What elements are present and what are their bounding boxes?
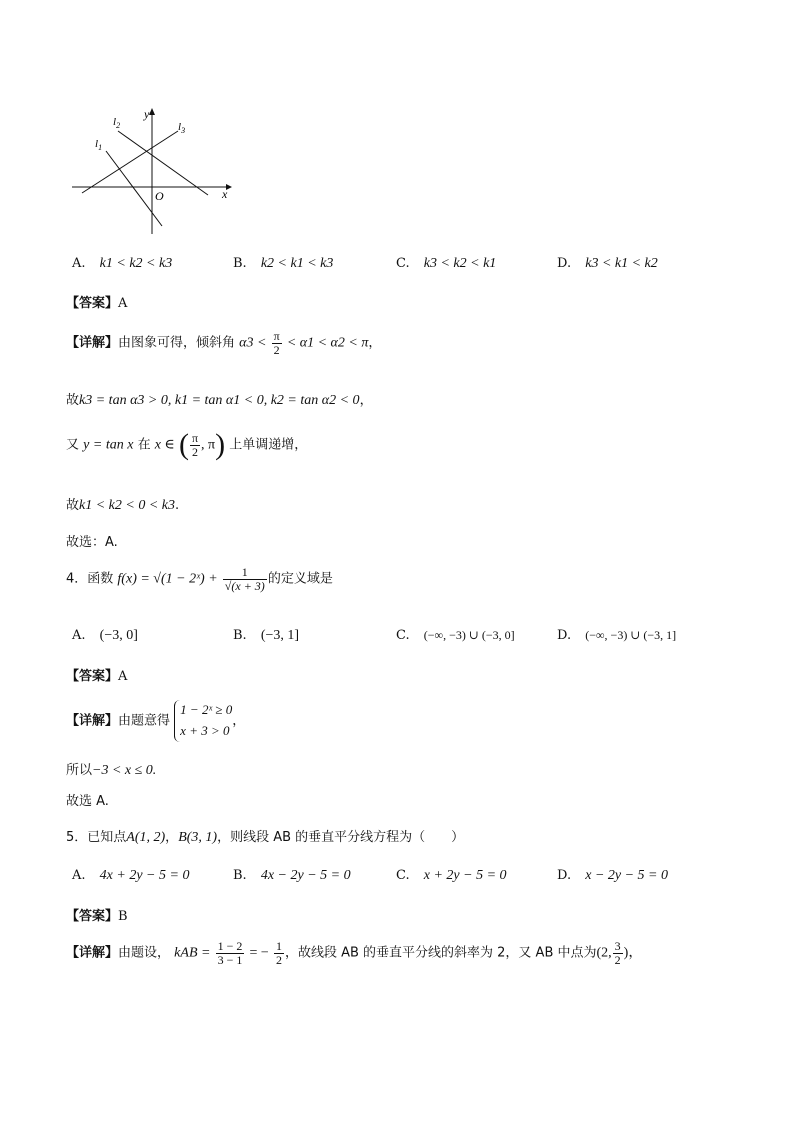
- q3-option-a[interactable]: [72, 256, 172, 272]
- slope-kab: kAB =: [174, 945, 211, 961]
- math-inline: α3 <: [239, 335, 267, 351]
- q5-option-b[interactable]: B. 4x − 2y − 5 = 0: [233, 868, 351, 883]
- option-letter: B.: [233, 256, 247, 271]
- q4-detail-line-2: 所以−3 < x ≤ 0.: [66, 763, 157, 778]
- option-text: (−∞, −3) ∪ (−3, 1]: [585, 628, 677, 642]
- fraction-pi-over-2: $\frac{\pi}{2}$: [191, 430, 198, 459]
- q3-option-b[interactable]: [233, 256, 333, 272]
- point-a: A(1, 2): [126, 830, 166, 845]
- fraction: $\frac{1}{√(x + 3)}$: [224, 565, 265, 593]
- y-axis-arrow: [149, 108, 155, 115]
- math-inline: x ∈: [154, 437, 175, 453]
- fraction: $\frac{3}{2}$: [614, 939, 621, 967]
- math-inline: k1 < k2 < 0 < k3: [79, 498, 175, 513]
- option-text: (−3, 1]: [260, 628, 300, 643]
- q3-choose-line: 故选：A.: [66, 535, 118, 550]
- option-text: k3 < k1 < k2: [585, 256, 658, 271]
- q5-answer-line: 【答案】B: [66, 909, 128, 924]
- option-text: (−∞, −3) ∪ (−3, 0]: [423, 628, 515, 642]
- fraction: $\frac{1}{2}$: [275, 939, 282, 967]
- q4-option-b[interactable]: B. (−3, 1]: [233, 628, 300, 643]
- q4-answer-line: 【答案】A: [66, 669, 128, 684]
- option-letter: A.: [72, 256, 86, 271]
- l3-label: $l_3$: [178, 121, 186, 135]
- option-text: x + 2y − 5 = 0: [423, 868, 507, 883]
- q3-option-d[interactable]: [557, 256, 658, 272]
- q4-option-a[interactable]: A. (−3, 0]: [72, 628, 138, 643]
- option-text: k1 < k2 < k3: [99, 256, 173, 271]
- q4-detail-line-1: 【详解】由题意得 1 − 2ˣ ≥ 0 x + 3 > 0 ，: [66, 700, 245, 742]
- fraction-pi-over-2: $\frac{\pi}{2}$: [273, 329, 280, 357]
- option-letter: D.: [557, 256, 572, 271]
- fraction: $\frac{1 - 2}{3 - 1}$: [217, 939, 243, 967]
- x-label: x: [222, 187, 228, 201]
- option-text: x − 2y − 5 = 0: [585, 868, 669, 883]
- q5-stem: 5．已知点A(1, 2)，B(3, 1)，则线段 AB 的垂直平分线方程为（ ）: [66, 830, 465, 845]
- option-text: k3 < k2 < k1: [423, 256, 497, 271]
- answer-label: 【答案】: [66, 296, 119, 311]
- answer-value: A: [118, 296, 128, 311]
- detail-text: 由图象可得，倾斜角: [118, 335, 236, 351]
- detail-label: 【详解】: [66, 335, 119, 351]
- q5-option-d[interactable]: D. x − 2y − 5 = 0: [557, 868, 669, 883]
- inequality-system: 1 − 2ˣ ≥ 0 x + 3 > 0: [174, 700, 232, 742]
- origin-label: O: [155, 189, 164, 203]
- q5-detail-line-1: 【详解】由题设， kAB = $\frac{1 - 2}{3 - 1}$ = − $\frac{1}{2}$ ，故线段 AB 的垂直平分线的斜率为 2，又 AB 中点为(2, $\frac{3}{2}$ )，: [66, 939, 643, 967]
- line-l1: [106, 151, 162, 226]
- point-b: B(3, 1): [178, 830, 218, 845]
- q3-detail-line-3: 又 y = tan x 在 x ∈ ( $\frac{\pi}{2}$ , π) 上单调递增，: [66, 428, 308, 461]
- lines-figure: [68, 103, 238, 238]
- math-inline: f(x) = √(1 − 2ˣ) +: [117, 571, 218, 587]
- q3-option-c[interactable]: [396, 256, 496, 272]
- q5-option-c[interactable]: C. x + 2y − 5 = 0: [396, 868, 507, 883]
- option-text: (−3, 0]: [99, 628, 138, 643]
- math-inline: < α1 < α2 < π: [286, 335, 369, 351]
- option-text: 4x + 2y − 5 = 0: [99, 868, 190, 883]
- q5-option-a[interactable]: A. 4x + 2y − 5 = 0: [72, 868, 190, 883]
- q4-option-d[interactable]: D. (−∞, −3) ∪ (−3, 1]: [557, 628, 677, 643]
- math-inline: y = tan x: [83, 437, 134, 453]
- l2-label: $l_2$: [113, 116, 121, 130]
- option-text: k2 < k1 < k3: [260, 256, 334, 271]
- option-letter: C.: [396, 256, 410, 271]
- q3-detail-line-2: 故k3 = tan α3 > 0, k1 = tan α1 < 0, k2 = tan α2 < 0，: [66, 393, 373, 408]
- l1-label: $l_1$: [95, 138, 103, 152]
- y-label: y: [144, 107, 150, 121]
- q3-detail-line-1: 【详解】由图象可得，倾斜角 α3 < $\frac{\pi}{2}$ < α1 < α2 < π，: [66, 329, 382, 357]
- q3-answer-line: [66, 292, 127, 311]
- q4-option-c[interactable]: C. (−∞, −3) ∪ (−3, 0]: [396, 628, 515, 643]
- q3-detail-line-4: 故k1 < k2 < 0 < k3.: [66, 498, 180, 513]
- option-text: 4x − 2y − 5 = 0: [260, 868, 351, 883]
- math-inline: k3 = tan α3 > 0, k1 = tan α1 < 0, k2 = tan α2 < 0: [79, 393, 360, 408]
- q4-stem: 4．函数 f(x) = √(1 − 2ˣ) + $\frac{1}{√(x + 3)}$ 的定义域是: [66, 565, 333, 593]
- q4-choose-line: 故选 A.: [66, 794, 109, 809]
